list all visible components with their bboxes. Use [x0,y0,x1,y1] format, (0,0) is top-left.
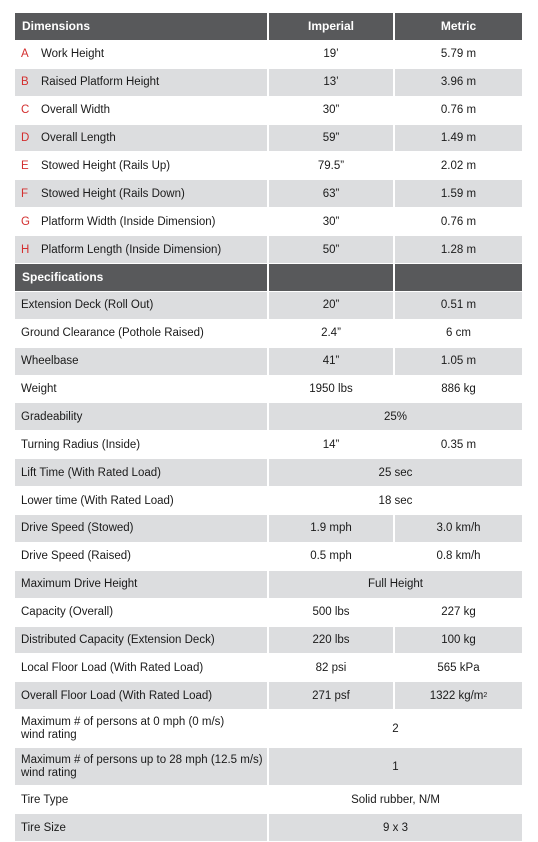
row-letter: E [21,159,29,172]
table-row [15,814,522,841]
row-label: Drive Speed (Stowed) [15,515,267,542]
imperial-value: 19’ [269,41,393,68]
row-label: Drive Speed (Raised) [15,543,267,570]
row-label: Ground Clearance (Pothole Raised) [15,320,267,347]
specifications-title: Specifications [15,264,267,291]
table-row [15,236,522,263]
metric-column-header: Metric [395,13,522,40]
row-label: Overall Floor Load (With Rated Load) [15,682,267,709]
row-label: Tire Size [15,814,267,841]
imperial-value: 20” [269,292,393,319]
imperial-value: 41” [269,348,393,375]
imperial-value: 30” [269,208,393,235]
imperial-value: 271 psf [269,682,393,709]
row-letter: A [21,48,29,61]
row-label-text: Raised Platform Height [41,76,160,89]
metric-value: 2.02 m [395,152,522,179]
imperial-value: 500 lbs [269,599,393,626]
table-row [15,786,522,813]
row-label [15,208,267,235]
imperial-value: 13’ [269,69,393,96]
row-label: Distributed Capacity (Extension Deck) [15,627,267,654]
metric-value: 1.05 m [395,348,522,375]
dimensions-title: Dimensions [15,13,267,40]
row-letter: B [21,76,29,89]
table-row [15,320,522,347]
combined-value: 25 sec [269,459,522,486]
row-label: Weight [15,376,267,403]
row-letter: C [21,104,30,117]
table-row [15,543,522,570]
row-label [15,236,267,263]
imperial-value: 1950 lbs [269,376,393,403]
row-label: Gradeability [15,403,267,430]
imperial-value: 0.5 mph [269,543,393,570]
table-row [15,710,522,747]
row-label-text: Work Height [41,48,105,61]
row-label: Lift Time (With Rated Load) [15,459,267,486]
table-row [15,180,522,207]
imperial-value: 79.5” [269,152,393,179]
combined-value: 2 [269,710,522,747]
combined-value: 9 x 3 [269,814,522,841]
row-label: Tire Type [15,786,267,813]
table-row [15,571,522,598]
imperial-value: 50” [269,236,393,263]
imperial-column-header: Imperial [269,13,393,40]
metric-value: 0.76 m [395,208,522,235]
row-label [15,152,267,179]
table-row [15,459,522,486]
combined-value: 25% [269,403,522,430]
metric-value: 565 kPa [395,654,522,681]
header-blank-cell [269,264,393,291]
row-letter: F [21,187,29,200]
row-label [15,97,267,124]
row-label-text: Stowed Height (Rails Up) [41,159,171,172]
table-row [15,748,522,785]
table-row [15,431,522,458]
table-row [15,292,522,319]
row-label [15,180,267,207]
row-label: Lower time (With Rated Load) [15,487,267,514]
row-label: Maximum Drive Height [15,571,267,598]
row-label: Local Floor Load (With Rated Load) [15,654,267,681]
table-row [15,97,522,124]
row-label: Capacity (Overall) [15,599,267,626]
row-label-line-1: Maximum # of persons up to 28 mph (12.5 m/s) [21,753,263,766]
table-row [15,487,522,514]
row-label [15,125,267,152]
table-row [15,376,522,403]
metric-value: 886 kg [395,376,522,403]
imperial-value: 14” [269,431,393,458]
row-label [15,710,267,747]
metric-value: 0.8 km/h [395,543,522,570]
imperial-value: 82 psi [269,654,393,681]
dimensions-header-row [15,13,522,40]
combined-value: Full Height [269,571,522,598]
metric-value: 3.0 km/h [395,515,522,542]
row-label: Wheelbase [15,348,267,375]
table-row [15,627,522,654]
metric-value: 0.51 m [395,292,522,319]
metric-value-text: 1322 kg/m [429,689,484,702]
imperial-value: 1.9 mph [269,515,393,542]
imperial-value: 30” [269,97,393,124]
metric-value: 100 kg [395,627,522,654]
imperial-value: 2.4” [269,320,393,347]
metric-value: 0.76 m [395,97,522,124]
row-label-text: Overall Width [41,104,111,117]
row-label: Turning Radius (Inside) [15,431,267,458]
specifications-header-row [15,264,522,291]
row-label-text: Platform Width (Inside Dimension) [41,215,216,228]
table-row [15,152,522,179]
table-row [15,403,522,430]
metric-value: 6 cm [395,320,522,347]
metric-value: 1322 kg/m 2 [395,682,522,709]
table-row [15,515,522,542]
row-label [15,41,267,68]
combined-value: Solid rubber, N/M [269,786,522,813]
metric-value: 227 kg [395,599,522,626]
row-label [15,69,267,96]
table-row [15,69,522,96]
table-row [15,348,522,375]
combined-value: 1 [269,748,522,785]
header-blank-cell [395,264,522,291]
table-row [15,41,522,68]
row-label-text: Stowed Height (Rails Down) [41,187,185,200]
imperial-value: 59” [269,125,393,152]
table-row [15,125,522,152]
metric-value: 3.96 m [395,69,522,96]
row-label [15,748,267,785]
table-row [15,654,522,681]
combined-value: 18 sec [269,487,522,514]
spec-table [15,13,522,842]
row-label-line-1: Maximum # of persons at 0 mph (0 m/s) [21,715,225,728]
row-letter: D [21,132,30,144]
metric-value: 1.49 m [395,125,522,152]
metric-value: 0.35 m [395,431,522,458]
imperial-value: 63” [269,180,393,207]
metric-value: 5.79 m [395,41,522,68]
row-label-text: Overall Length [41,132,116,144]
row-letter: G [21,215,30,228]
imperial-value: 220 lbs [269,627,393,654]
table-row [15,599,522,626]
table-row [15,682,522,709]
row-label-text: Platform Length (Inside Dimension) [41,243,222,256]
metric-value: 1.59 m [395,180,522,207]
table-row [15,208,522,235]
row-label-line-2: wind rating [21,766,77,779]
row-label: Extension Deck (Roll Out) [15,292,267,319]
metric-value: 1.28 m [395,236,522,263]
row-label-line-2: wind rating [21,728,77,741]
row-letter: H [21,243,30,256]
